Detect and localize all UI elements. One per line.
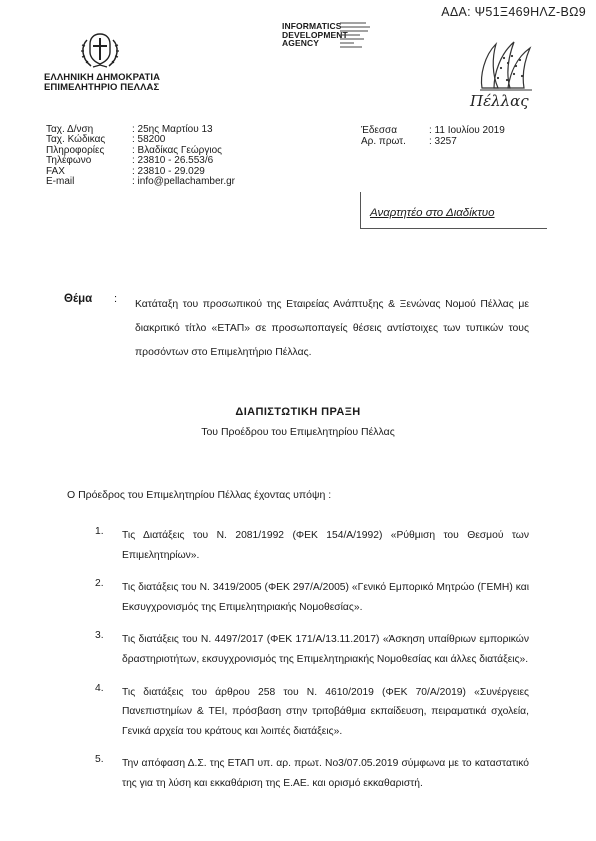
greek-coat-of-arms-icon: [77, 30, 123, 70]
contact-value: : Βλαδίκας Γεώργιος: [132, 144, 222, 156]
contact-value: : 23810 - 26.553/6: [132, 155, 214, 167]
list-item-number: 2.: [95, 578, 104, 590]
subject-label: Θέμα: [64, 293, 93, 305]
list-item: [95, 630, 529, 669]
protocol-label: Αρ. πρωτ.: [361, 136, 406, 147]
protocol-row: [361, 136, 505, 147]
document-subheading: Του Προέδρου του Επιμελητηρίου Πέλλας: [201, 426, 395, 438]
posted-notice: Αναρτητέο στο Διαδίκτυο: [370, 207, 495, 219]
contact-value: : 25ης Μαρτίου 13: [132, 124, 213, 135]
chamber-logo-icon: [474, 36, 544, 94]
list-item-text: Τις Διατάξεις του Ν. 2081/1992 (ΦΕΚ 154/Α/1992) «Ρύθμιση του Θεσμού των Επιμελητηρίων».: [122, 530, 529, 561]
contact-label: Πληροφορίες: [46, 144, 105, 156]
agency-fineprint-icon: [340, 20, 374, 54]
contact-value: : 23810 - 29.029: [132, 165, 205, 177]
protocol-value: : 3257: [429, 136, 457, 147]
list-item-text: Τις διατάξεις του άρθρου 258 του Ν. 4610/2019 (ΦΕΚ 70/Α/2019) «Συνέργειες Πανεπιστημίων & ΤΕΙ, πρόσβαση στην τριτοβάθμια εκπαίδευση, πειραματικά σχολεία, Γενικά αρχεία του κράτους και λοιπές διατάξεις».: [122, 686, 529, 737]
considerations-list: [95, 526, 529, 794]
contact-label: E-mail: [46, 176, 75, 188]
list-item-number: 5.: [95, 754, 104, 766]
list-item: [95, 754, 529, 793]
issuing-authority: [44, 73, 160, 93]
email-link[interactable]: : info@pellachamber.gr: [132, 176, 235, 188]
list-item-text: Τις διατάξεις του Ν. 4497/2017 (ΦΕΚ 171/Α/13.11.2017) «Άσκηση υπαίθριων εμπορικών δραστηριοτήτων, εκσυγχρονισμός της Επιμελητηριακής Νομοθεσίας και άλλες διατάξεις».: [122, 634, 529, 665]
contact-label: Ταχ. Δ/νση: [46, 124, 94, 135]
contact-details: [46, 125, 235, 187]
subject-colon: :: [114, 293, 118, 305]
contact-label: Ταχ. Κώδικας: [46, 134, 106, 146]
list-item: [95, 526, 529, 565]
contact-label: Τηλέφωνο: [46, 155, 92, 167]
date-protocol: [361, 125, 505, 147]
contact-label: FAX: [46, 165, 65, 177]
list-item-text: Τις διατάξεις του Ν. 3419/2005 (ΦΕΚ 297/Α/2005) «Γενικό Εμπορικό Μητρώο (ΓΕΜΗ) και Εκσυγχρονισμός της Επιμελητηριακής Νομοθεσίας».: [122, 582, 529, 613]
list-item-text: Την απόφαση Δ.Σ. της ΕΤΑΠ υπ. αρ. πρωτ. Νο3/07.05.2019 σύμφωνα με το καταστατικό της για τη λύση και εκκαθάριση της Ε.ΑΕ. και ορισμό εκκαθαριστή.: [122, 758, 529, 789]
list-item-number: 4.: [95, 682, 104, 694]
intro-text: Ο Πρόεδρος του Επιμελητηρίου Πέλλας έχοντας υπόψη :: [67, 489, 332, 501]
subject-text: Κατάταξη του προσωπικού της Εταιρείας Ανάπτυξης & Ξενώνας Νομού Πέλλας με διακριτικό τίτλο «ΕΤΑΠ» σε προσωποπαγείς θέσεις αντίστοιχες των τυπικών τους προσόντων στο Επιμελητήριο Πέλλας.: [135, 299, 529, 358]
date-value: : 11 Ιουλίου 2019: [429, 125, 505, 136]
date-row: [361, 125, 505, 136]
list-item-number: 1.: [95, 526, 104, 537]
authority-line: ΕΛΛΗΝΙΚΗ ΔΗΜΟΚΡΑΤΙΑ: [44, 72, 161, 83]
date-label: Έδεσσα: [361, 125, 397, 136]
list-item: [95, 578, 529, 617]
agency-title: INFORMATICS DEVELOPMENT AGENCY: [282, 21, 348, 48]
chamber-logo-text: Πέλλας: [470, 92, 529, 110]
list-item-number: 3.: [95, 630, 104, 642]
contact-row: [46, 177, 235, 187]
list-item: [95, 683, 529, 742]
authority-line: ΕΠΙΜΕΛΗΤΗΡΙΟ ΠΕΛΛΑΣ: [44, 82, 160, 93]
document-heading: ΔΙΑΠΙΣΤΩΤΙΚΗ ΠΡΑΞΗ: [235, 406, 361, 418]
ada-code: ΑΔΑ: Ψ51Ξ469ΗΛΖ-ΒΩ9: [441, 5, 586, 19]
contact-value: : 58200: [132, 134, 166, 146]
